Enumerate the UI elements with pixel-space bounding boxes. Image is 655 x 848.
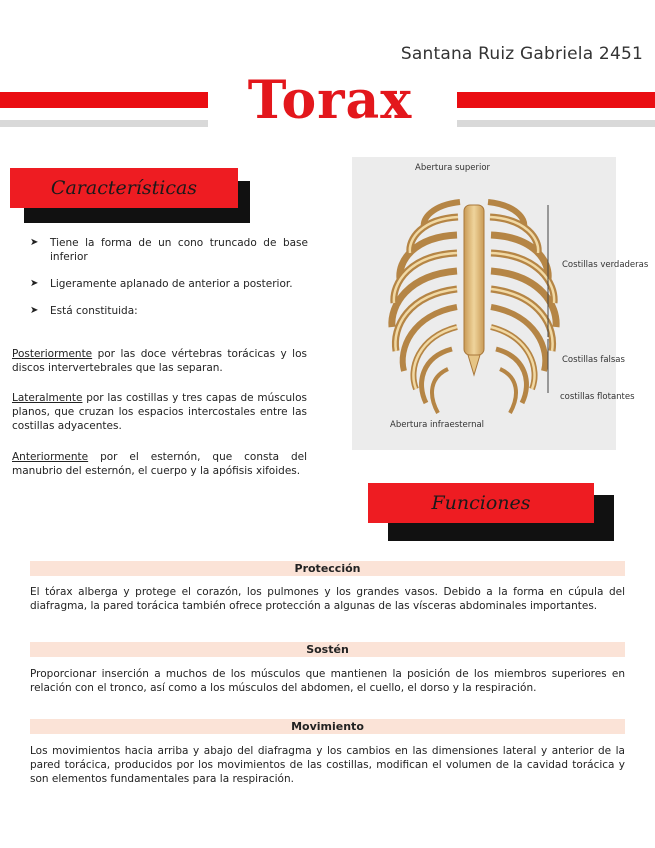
- section-title-proteccion: Protección: [30, 561, 625, 576]
- section-title-movimiento: Movimiento: [30, 719, 625, 734]
- label-costillas-verdaderas: Costillas verdaderas: [562, 260, 649, 270]
- header-bar-right: [457, 92, 655, 108]
- section-text-sosten: Proporcionar inserción a muchos de los músculos que mantienen la posición de los miembros superiores en relación con el tronco, así como a los músculos del abdomen, el cuello, el dorso y la respiración.: [30, 668, 625, 694]
- tag-funciones: Funciones: [368, 483, 594, 523]
- label-costillas-flotantes: costillas flotantes: [560, 392, 635, 402]
- author-name: Santana Ruiz Gabriela 2451: [400, 44, 643, 64]
- header-bar-left: [0, 92, 208, 108]
- page-title: Torax: [247, 70, 413, 131]
- section-text-proteccion: El tórax alberga y protege el corazón, los pulmones y los grandes vasos. Debido a la forma en cúpula del diafragma, la pared torácica también ofrece protección a algunas de las vísceras abdominales importantes.: [30, 586, 625, 612]
- arrow-bullet-icon: ➤: [30, 278, 39, 289]
- paragraph-anterior: Anteriormente por el esternón, que consta del manubrio del esternón, el cuerpo y la apófisis xifoides.: [12, 451, 307, 477]
- thorax-illustration: [352, 157, 649, 450]
- list-item: ➤ Ligeramente aplanado de anterior a posterior.: [30, 278, 293, 290]
- paragraph-posterior: Posteriormente por las doce vértebras torácicas y los discos intervertebrales que las separan.: [12, 348, 307, 374]
- characteristics-list: [30, 236, 308, 331]
- section-title-sosten: Sostén: [30, 642, 625, 657]
- label-abertura-superior: Abertura superior: [415, 163, 491, 173]
- header-bar-right-gray: [457, 120, 655, 127]
- header-bar-left-gray: [0, 120, 208, 127]
- tag-caracteristicas: Características: [10, 168, 238, 208]
- section-text-movimiento: Los movimientos hacia arriba y abajo del diafragma y los cambios en las dimensiones lateral y anterior de la pared torácica, producidos por los movimientos de las costillas, modifican el volumen de la cavidad torácica y son elementos fundamentales para la respiración.: [30, 745, 625, 785]
- list-item: ➤ Está constituida:: [30, 305, 138, 317]
- paragraph-lateral: Lateralmente por las costillas y tres capas de músculos planos, que cruzan los espacios intercostales entre las costillas adyacentes.: [12, 392, 307, 432]
- arrow-bullet-icon: ➤: [30, 305, 39, 316]
- rib-cage-drawing: [392, 202, 556, 413]
- label-abertura-infraesternal: Abertura infraesternal: [390, 420, 485, 430]
- label-costillas-falsas: Costillas falsas: [562, 355, 625, 365]
- arrow-bullet-icon: ➤: [30, 237, 39, 248]
- list-item: ➤ Tiene la forma de un cono truncado de base inferior: [30, 237, 308, 263]
